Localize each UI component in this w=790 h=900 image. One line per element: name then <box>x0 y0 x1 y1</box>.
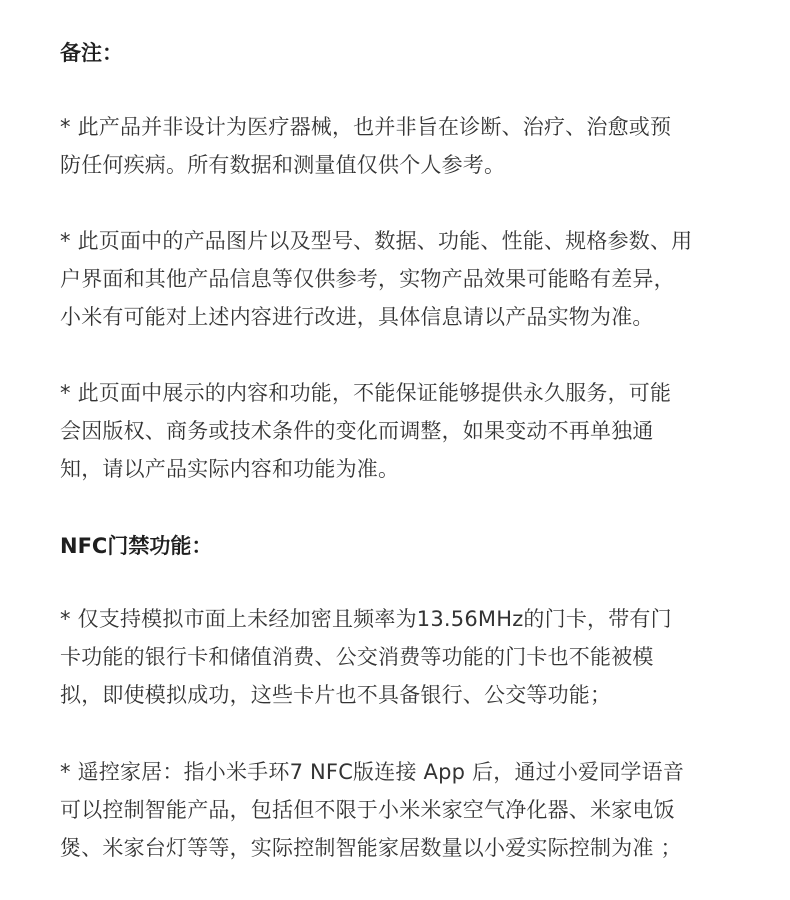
paragraph-line: 防任何疾病。所有数据和测量值仅供个人参考。 <box>60 153 506 177</box>
notes-paragraph-medical <box>60 108 740 184</box>
nfc-paragraph-smart-home <box>60 753 740 867</box>
paragraph-line: 卡功能的银行卡和储值消费、公交消费等功能的门卡也不能被模 <box>60 645 654 669</box>
paragraph-line: * 遥控家居：指小米手环7 NFC版连接 App 后，通过小爱同学语音 <box>60 760 685 784</box>
notes-paragraph-services <box>60 374 740 488</box>
paragraph-line: 户界面和其他产品信息等仅供参考，实物产品效果可能略有差异， <box>60 267 675 291</box>
paragraph-line: 小米有可能对上述内容进行改进，具体信息请以产品实物为准。 <box>60 305 654 329</box>
paragraph-line: 拟，即使模拟成功，这些卡片也不具备银行、公交等功能； <box>60 683 612 707</box>
notes-heading: 备注： <box>60 41 123 65</box>
paragraph-line: 会因版权、商务或技术条件的变化而调整，如果变动不再单独通 <box>60 419 654 443</box>
notes-paragraph-images <box>60 222 740 336</box>
paragraph-line: * 仅支持模拟市面上未经加密且频率为13.56MHz的门卡，带有门 <box>60 607 672 631</box>
nfc-paragraph-door-card <box>60 600 740 714</box>
paragraph-line: * 此页面中的产品图片以及型号、数据、功能、性能、规格参数、用 <box>60 229 693 253</box>
paragraph-line: 煲、米家台灯等等，实际控制智能家居数量以小爱实际控制为准 ； <box>60 836 682 860</box>
nfc-heading: NFC门禁功能： <box>60 534 213 558</box>
paragraph-line: 可以控制智能产品，包括但不限于小米米家空气净化器、米家电饭 <box>60 798 675 822</box>
paragraph-line: * 此页面中展示的内容和功能，不能保证能够提供永久服务，可能 <box>60 381 672 405</box>
paragraph-line: 知，请以产品实际内容和功能为准。 <box>60 457 400 481</box>
paragraph-line: * 此产品并非设计为医疗器械，也并非旨在诊断、治疗、治愈或预 <box>60 115 672 139</box>
